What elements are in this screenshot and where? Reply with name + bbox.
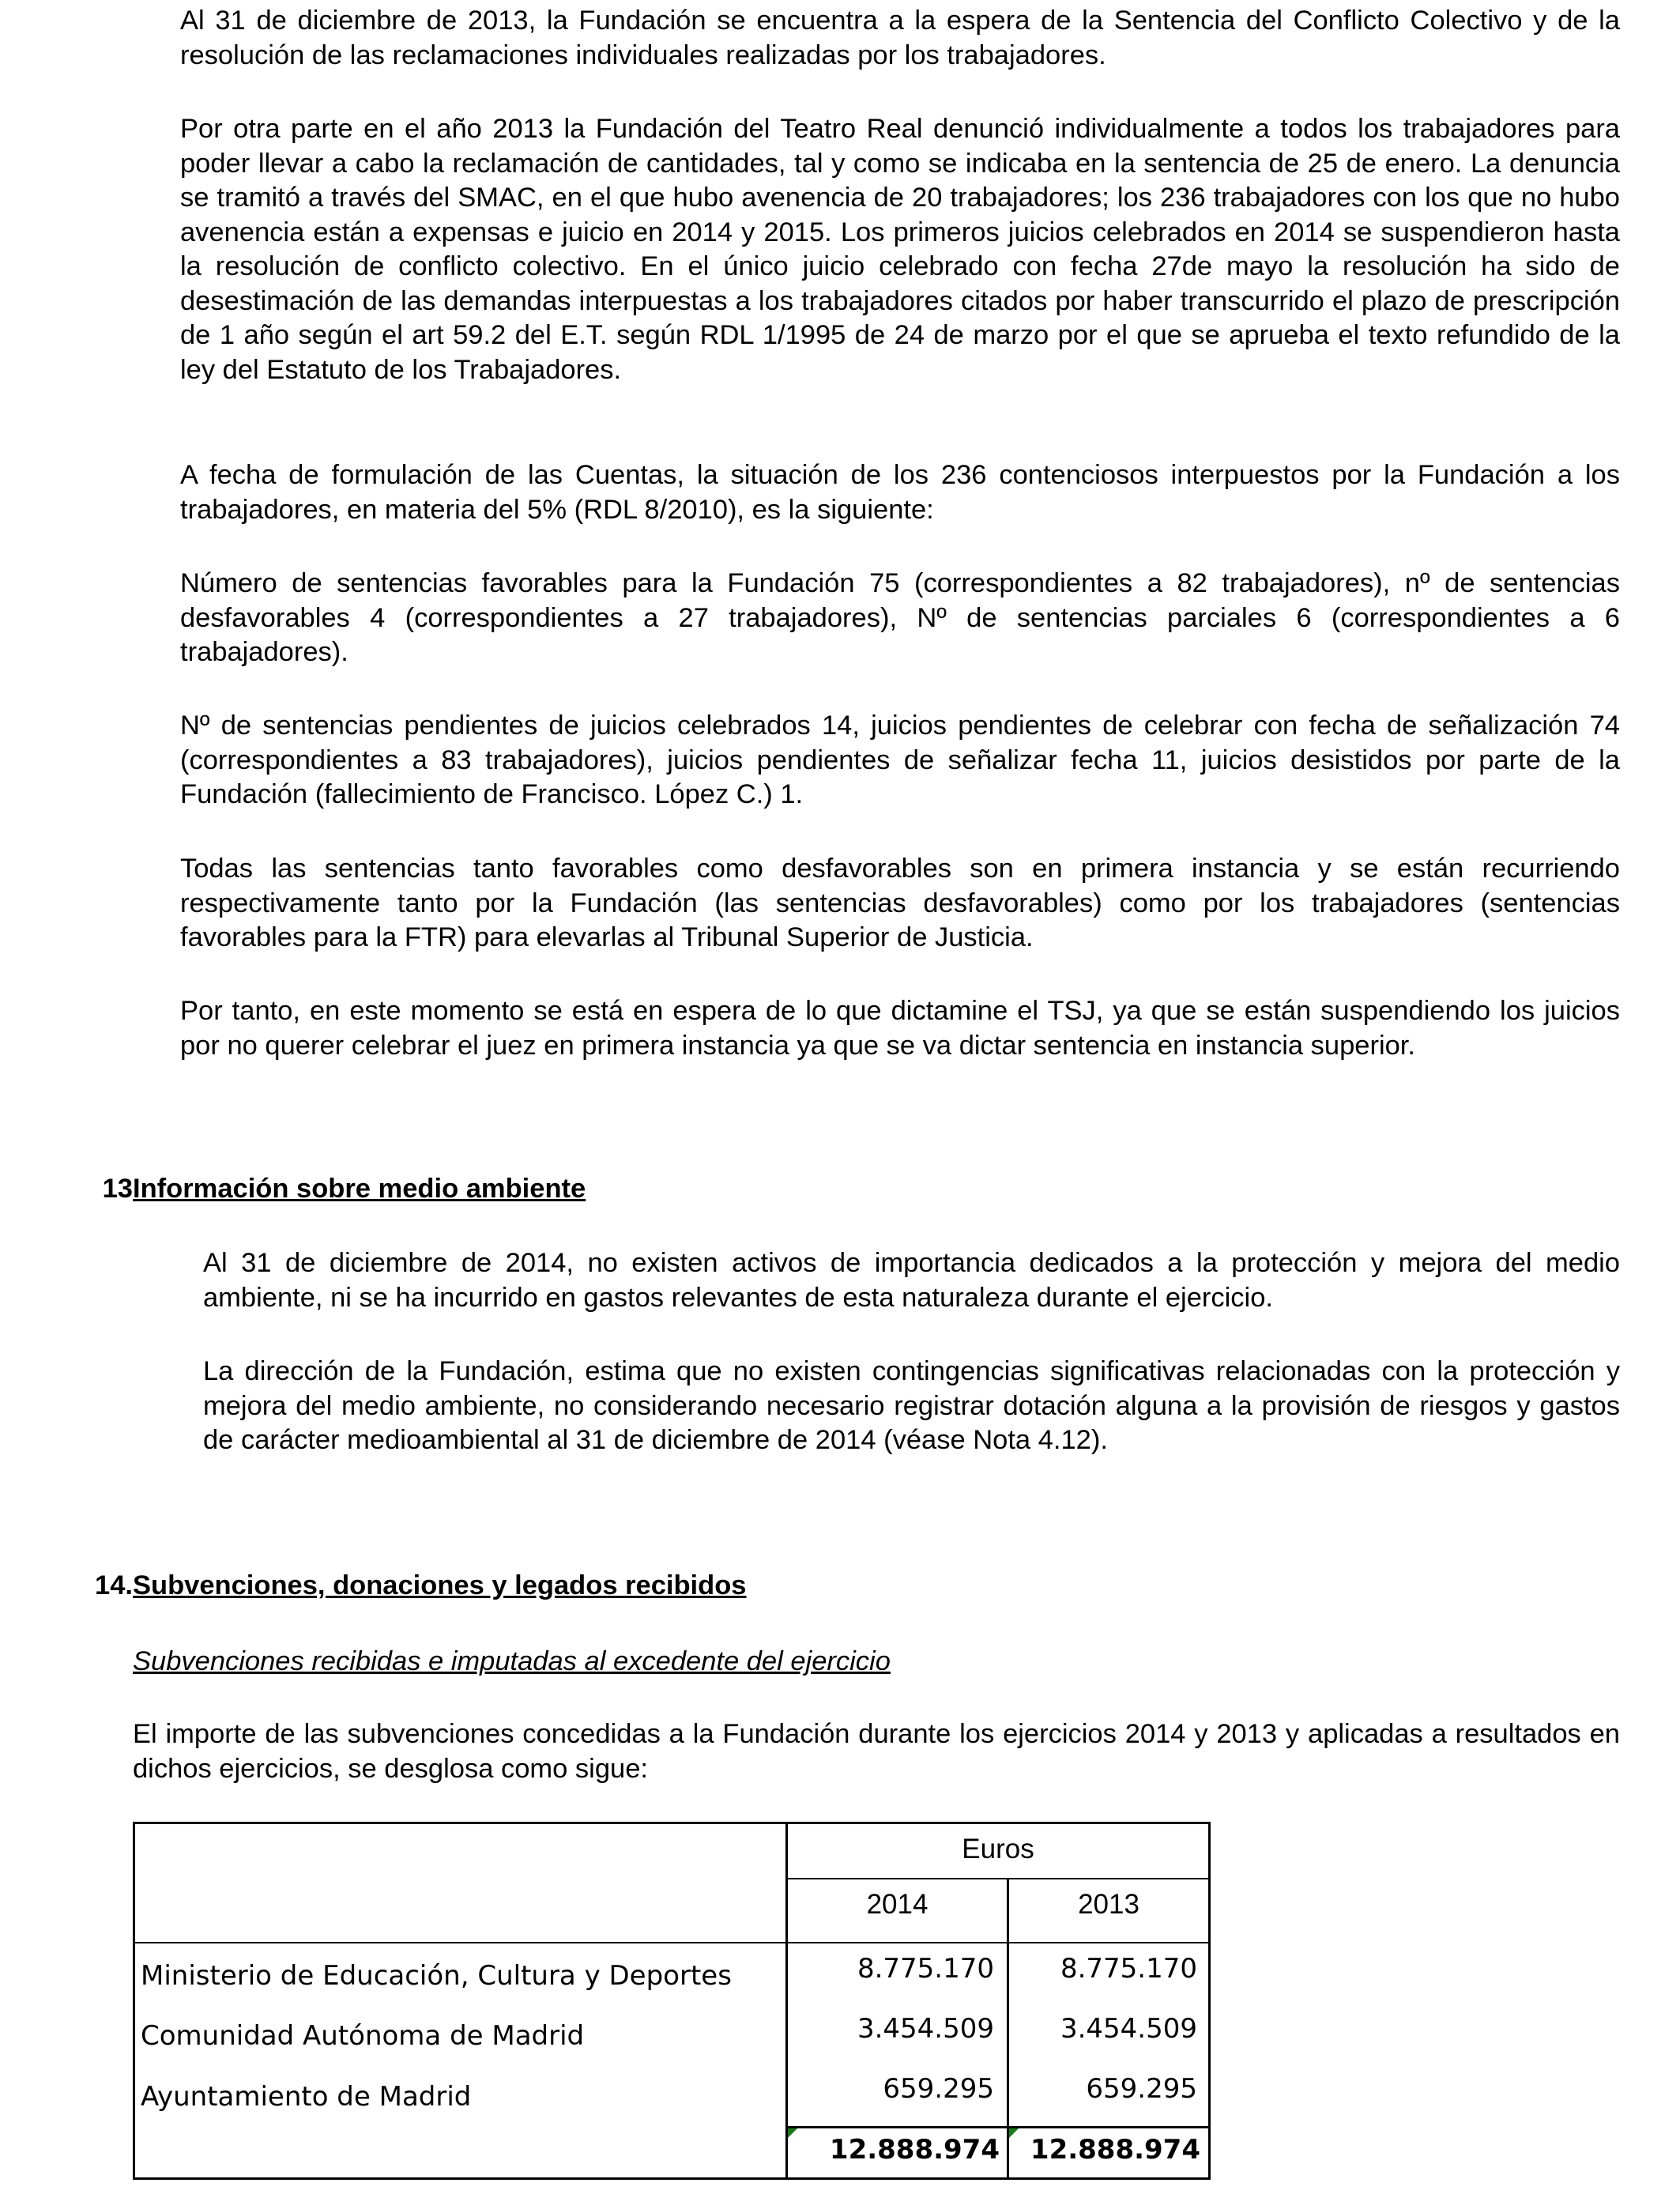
paragraph-environment-assets: Al 31 de diciembre de 2014, no existen activos de importancia dedicados a la protección y mejora del medio ambiente, ni se ha incurrido en gastos relevantes de esta naturaleza durante el ejercicio. xyxy=(203,1248,1620,1313)
subsidies-table xyxy=(133,1822,1211,2180)
year-2014-header: 2014 xyxy=(866,1889,929,1920)
paragraph-sentences-favorable: Número de sentencias favorables para la Fundación 75 (correspondientes a 82 trabajadores), nº de sentencias desfavorables 4 (correspondientes a 27 trabajadores), Nº de sentencias parciales 6 (correspondientes a 6 trabajadores). xyxy=(180,568,1620,667)
row-value-2014: 659.295 xyxy=(883,2073,994,2105)
total-value-2013: 12.888.974 xyxy=(1030,2134,1200,2166)
row-label: Ministerio de Educación, Cultura y Deportes xyxy=(141,1960,732,1992)
paragraph-appeals: Todas las sentencias tanto favorables como desfavorables son en primera instancia y se están recurriendo respectivamente tanto por la Fundación (las sentencias desfavorables) como por los trabajadores (sentencias favorables para la FTR) para elevarlas al Tribunal Superior de Justicia. xyxy=(180,854,1620,952)
section-14-number: 14. xyxy=(95,1570,133,1600)
paragraph-litigation-status: A fecha de formulación de las Cuentas, la situación de los 236 contenciosos interpuestos por la Fundación a los trabajadores, en materia del 5% (RDL 8/2010), es la siguiente: xyxy=(180,460,1620,525)
year-2013-header: 2013 xyxy=(1078,1889,1139,1920)
section-14-subtitle: Subvenciones recibidas e imputadas al excedente del ejercicio xyxy=(133,1646,891,1676)
currency-header: Euros xyxy=(962,1834,1034,1864)
total-value-2014: 12.888.974 xyxy=(829,2134,1000,2166)
section-14-title: Subvenciones, donaciones y legados recibidos xyxy=(133,1570,747,1600)
row-value-2013: 8.775.170 xyxy=(1060,1953,1197,1985)
row-label: Ayuntamiento de Madrid xyxy=(141,2081,472,2113)
paragraph-tsj-waiting: Por tanto, en este momento se está en espera de lo que dictamine el TSJ, ya que se están suspendiendo los juicios por no querer celebrar el juez en primera instancia ya que se va dictar sentencia en instancia superior. xyxy=(180,996,1620,1061)
paragraph-subsidies-intro: El importe de las subvenciones concedidas a la Fundación durante los ejercicios 2014 y 2013 y aplicadas a resultados en dichos ejercicios, se desglosa como sigue: xyxy=(133,1719,1620,1784)
paragraph-environment-contingencies: La dirección de la Fundación, estima que no existen contingencias significativas relacionadas con la protección y mejora del medio ambiente, no considerando necesario registrar dotación alguna a la provisión de riesgos y gastos de carácter medioambiental al 31 de diciembre de 2014 (véase Nota 4.12). xyxy=(203,1356,1620,1455)
row-label: Comunidad Autónoma de Madrid xyxy=(141,2020,585,2052)
section-13-number: 13 xyxy=(102,1174,133,1204)
table-divider xyxy=(785,2126,1208,2128)
row-value-2014: 8.775.170 xyxy=(857,1953,994,1985)
table-divider xyxy=(785,1878,1208,1879)
section-13-title: Información sobre medio ambiente xyxy=(133,1174,586,1204)
paragraph-individual-claims: Por otra parte en el año 2013 la Fundación del Teatro Real denunció individualmente a todos los trabajadores para poder llevar a cabo la reclamación de cantidades, tal y como se indicaba en la sentencia de 25 de enero. La denuncia se tramitó a través del SMAC, en el que hubo avenencia de 20 trabajadores; los 236 trabajadores con los que no hubo avenencia están a expensas e juicio en 2014 y 2015. Los primeros juicios celebrados en 2014 se suspendieron hasta la resolución de conflicto colectivo. En el único juicio celebrado con fecha 27de mayo la resolución ha sido de desestimación de las demandas interpuestas a los trabajadores citados por haber transcurrido el plazo de prescripción de 1 año según el art 59.2 del E.T. según RDL 1/1995 de 24 de marzo por el que se aprueba el texto refundido de la ley del Estatuto de los Trabajadores. xyxy=(180,114,1620,385)
row-value-2013: 659.295 xyxy=(1086,2073,1197,2105)
paragraph-conflict-status: Al 31 de diciembre de 2013, la Fundación se encuentra a la espera de la Sentencia del Conflicto Colectivo y de la resolución de las reclamaciones individuales realizadas por los trabajadores. xyxy=(180,6,1620,70)
table-divider xyxy=(135,1942,1208,1943)
section-14-heading xyxy=(63,1569,746,1603)
row-value-2013: 3.454.509 xyxy=(1060,2013,1197,2045)
row-value-2014: 3.454.509 xyxy=(857,2013,994,2045)
section-13-heading xyxy=(63,1172,586,1206)
paragraph-pending-sentences: Nº de sentencias pendientes de juicios celebrados 14, juicios pendientes de celebrar con fecha de señalización 74 (correspondientes a 83 trabajadores), juicios pendientes de señalizar fecha 11, juicios desistidos por parte de la Fundación (fallecimiento de Francisco. López C.) 1. xyxy=(180,711,1620,809)
